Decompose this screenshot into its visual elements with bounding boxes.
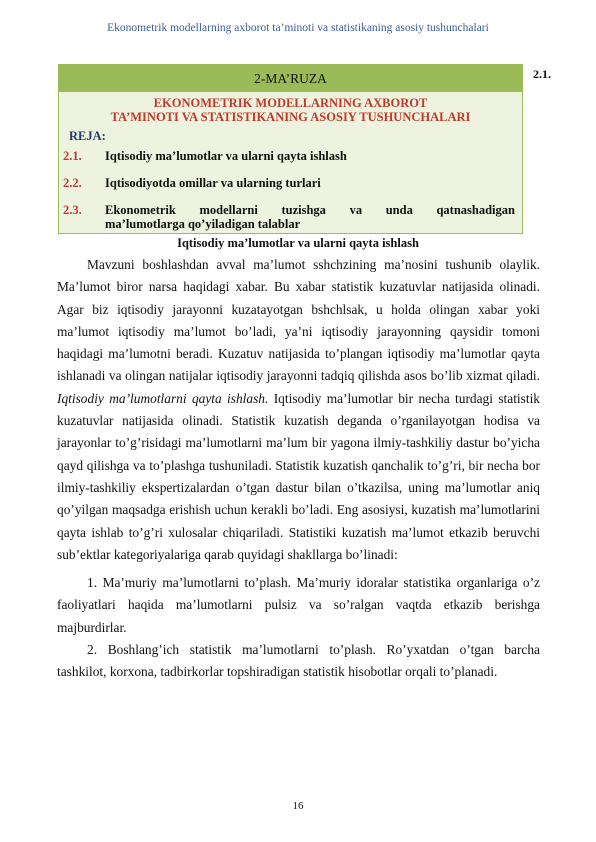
paragraph: 1. Ma’muriy ma’lumotlarni to’plash. Ma’muriy idoralar statistika organlariga o’z faoliyatlari haqida ma’lumotlarni pulsiz va so’ralgan vaqtda etkazib berishga majburdirlar. (57, 575, 540, 635)
lecture-box (58, 64, 523, 234)
plan-item-number: 2.2. (63, 176, 82, 190)
paragraph (57, 254, 540, 566)
body-text (57, 254, 540, 684)
plan-item-text: Iqtisodiyotda omillar va ularning turlari (105, 176, 321, 190)
plan-item-text: Iqtisodiy ma’lumotlar va ularni qayta ishlash (105, 149, 347, 163)
plan-item-number: 2.3. (63, 203, 82, 217)
paragraph: 2. Boshlang’ich statistik ma’lumotlarni to’plash. Ro’yxatdan o’tgan barcha tashkilot, korxona, tadbirkorlar topshiradigan statistik hisobotlar orqali to’planadi. (57, 642, 540, 680)
plan-item-text-line2: ma’lumotlarga qo’yiladigan talablar (105, 217, 301, 231)
margin-section-number: 2.1. (533, 67, 551, 81)
plan-item-text (105, 203, 515, 231)
italic-subheading: Iqtisodiy ma’lumotlarni qayta ishlash. (57, 390, 269, 406)
plan-item-text-line1: Ekonometrik modellarni tuzishga va unda qatnashadigan (105, 203, 515, 217)
paragraph-text: Iqtisodiy ma’lumotlar bir necha turdagi statistik kuzatuvlar natijasida olinadi. Statistik kuzatish deganda o’rganilayotgan hodisa va jarayonlar to’g’risidagi ma’lumotlarni ma’lum bir yagona ilmiy-tashkiliy dastur bo’yicha qayd qilishga va to’plashga tushuniladi. Statistik kuzatish qanchalik to’g’ri, bir necha bor ilmiy-tashkiliy ekspertizalardan o’tgan dastur bilan o’tkazilsa, uning ma’lumotlar aniq qo’yilgan maqsadga erishish uchun kerakli bo’ladi. Eng asosiysi, kuzatish ma’lumotlarini qayta ishlab to’g’ri xulosalar chiqariladi. Statistiki kuzatish ma’lumot etkazib beruvchi sub’ektlar kategoriyalariga qarab quyidagi shakllarga bo’linadi: (57, 390, 540, 562)
running-header: Ekonometrik modellarning axborot ta’minoti va statistikaning asosiy tushunchalari (107, 22, 489, 34)
lecture-title (59, 96, 522, 124)
lecture-title-line1: EKONOMETRIK MODELLARNING AXBOROT (153, 96, 428, 110)
plan-item-number: 2.1. (63, 149, 82, 163)
paragraph-text: Mavzuni boshlashdan avval ma’lumot sshchzining ma’nosini tushunib olaylik. Ma’lumot biror narsa haqidagi xabar. Bu xabar statistik kuzatuvlar natijasida olinadi. Agar biz iqtisodiy jarayonni kuzatayotgan bshchlsak, u holda olingan xabar yoki ma’lumot iqtisodiy ma’lumot bo’ladi, ya’ni iqtisodiy jarayonning qaysidir tomoni haqidagi ma’lumotni beradi. Kuzatuv natijasida to’plangan iqtisodiy ma’lumotlar qayta ishlanadi va olingan natijalar iqtisodiy jarayonni tadqiq qilishda asos bo’lib xizmat qiladi. (57, 257, 540, 384)
section-title: Iqtisodiy ma’lumotlar va ularni qayta ishlash (177, 236, 419, 250)
page-number: 16 (292, 800, 304, 812)
lecture-title-line2: TA’MINOTI VA STATISTIKANING ASOSIY TUSHUNCHALARI (110, 110, 471, 124)
lecture-label: 2-MA’RUZA (59, 65, 522, 92)
plan-label: REJA: (69, 129, 106, 143)
